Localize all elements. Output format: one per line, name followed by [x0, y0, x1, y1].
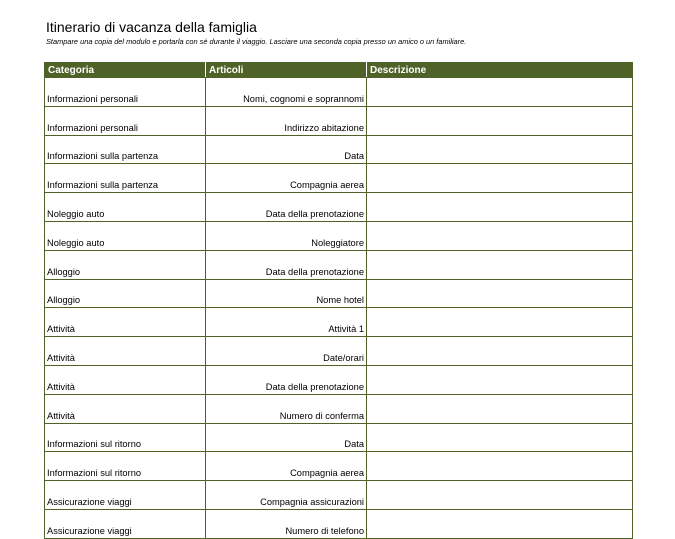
- table-row: [45, 279, 633, 308]
- description-cell[interactable]: [367, 135, 633, 164]
- table-header: [45, 63, 633, 78]
- table-row: [45, 78, 633, 107]
- category-cell: Informazioni sulla partenza: [45, 135, 206, 164]
- category-cell: Attività: [45, 337, 206, 366]
- table-row: [45, 394, 633, 423]
- description-cell[interactable]: [367, 164, 633, 193]
- table-row: [45, 452, 633, 481]
- category-cell: Informazioni personali: [45, 78, 206, 107]
- table-row: [45, 509, 633, 538]
- item-cell: Nomi, cognomi e soprannomi: [206, 78, 367, 107]
- category-cell: Informazioni sul ritorno: [45, 423, 206, 452]
- category-cell: Attività: [45, 308, 206, 337]
- category-cell: Informazioni personali: [45, 106, 206, 135]
- description-cell[interactable]: [367, 509, 633, 538]
- page-title: Itinerario di vacanza della famiglia: [46, 19, 257, 35]
- category-cell: Attività: [45, 365, 206, 394]
- item-cell: Indirizzo abitazione: [206, 106, 367, 135]
- category-cell: Noleggio auto: [45, 221, 206, 250]
- table-row: [45, 308, 633, 337]
- item-cell: Noleggiatore: [206, 221, 367, 250]
- table-row: [45, 106, 633, 135]
- description-cell[interactable]: [367, 78, 633, 107]
- description-cell[interactable]: [367, 365, 633, 394]
- description-cell[interactable]: [367, 423, 633, 452]
- description-cell[interactable]: [367, 337, 633, 366]
- table-row: [45, 481, 633, 510]
- item-cell: Data: [206, 135, 367, 164]
- item-cell: Numero di telefono: [206, 509, 367, 538]
- table-row: [45, 250, 633, 279]
- item-cell: Numero di conferma: [206, 394, 367, 423]
- description-cell[interactable]: [367, 106, 633, 135]
- page-subtitle: Stampare una copia del modulo e portarla con sé durante il viaggio. Lasciare una seconda copia presso un amico o un familiare.: [46, 37, 467, 46]
- item-cell: Compagnia assicurazioni: [206, 481, 367, 510]
- table-row: [45, 193, 633, 222]
- item-cell: Nome hotel: [206, 279, 367, 308]
- item-cell: Compagnia aerea: [206, 452, 367, 481]
- category-cell: Informazioni sul ritorno: [45, 452, 206, 481]
- description-cell[interactable]: [367, 481, 633, 510]
- table-row: [45, 365, 633, 394]
- column-header-items: Articoli: [206, 63, 367, 78]
- category-cell: Informazioni sulla partenza: [45, 164, 206, 193]
- item-cell: Data della prenotazione: [206, 250, 367, 279]
- description-cell[interactable]: [367, 193, 633, 222]
- item-cell: Compagnia aerea: [206, 164, 367, 193]
- item-cell: Data della prenotazione: [206, 365, 367, 394]
- table-row: [45, 221, 633, 250]
- table-row: [45, 135, 633, 164]
- category-cell: Alloggio: [45, 279, 206, 308]
- category-cell: Assicurazione viaggi: [45, 481, 206, 510]
- table-row: [45, 164, 633, 193]
- item-cell: Date/orari: [206, 337, 367, 366]
- table-row: [45, 337, 633, 366]
- category-cell: Attività: [45, 394, 206, 423]
- category-cell: Assicurazione viaggi: [45, 509, 206, 538]
- itinerary-table: [44, 62, 633, 539]
- description-cell[interactable]: [367, 279, 633, 308]
- description-cell[interactable]: [367, 452, 633, 481]
- description-cell[interactable]: [367, 308, 633, 337]
- column-header-category: Categoria: [45, 63, 206, 78]
- item-cell: Attività 1: [206, 308, 367, 337]
- header-row: [45, 63, 633, 78]
- table-row: [45, 423, 633, 452]
- description-cell[interactable]: [367, 221, 633, 250]
- category-cell: Alloggio: [45, 250, 206, 279]
- item-cell: Data della prenotazione: [206, 193, 367, 222]
- item-cell: Data: [206, 423, 367, 452]
- description-cell[interactable]: [367, 394, 633, 423]
- column-header-description: Descrizione: [367, 63, 633, 78]
- description-cell[interactable]: [367, 250, 633, 279]
- category-cell: Noleggio auto: [45, 193, 206, 222]
- table-body: [45, 78, 633, 539]
